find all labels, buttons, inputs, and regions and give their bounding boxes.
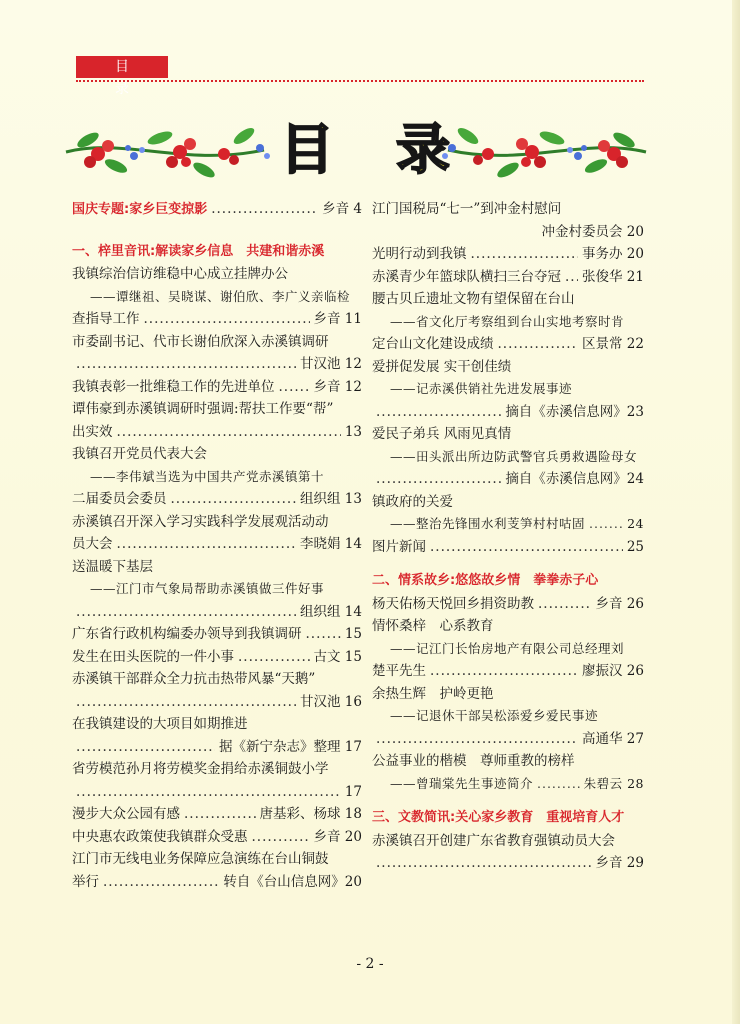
toc-entry-title: 镇政府的关爱 [372, 493, 453, 510]
toc-entry-subtitle: ——省文化厅考察组到台山实地考察时肯 [390, 313, 625, 329]
toc-entry-row [72, 691, 362, 714]
page-title [280, 118, 450, 182]
toc-entry-row [372, 593, 644, 616]
toc-entry-title: 在我镇建设的大项目如期推进 [72, 716, 248, 732]
toc-section-heading: 三、文教简讯:关心家乡教育 重视培育人才 [372, 810, 625, 825]
toc-entry-row [372, 536, 644, 559]
toc-entry-row [72, 781, 362, 804]
toc-entry-title: 赤溪镇干部群众全力抗击热带风暴“天鹅” [72, 671, 316, 687]
toc-entry-row [72, 826, 362, 849]
toc-entry-row [372, 513, 644, 536]
entry-page: 乡音 4 [322, 201, 362, 217]
dot-leader [103, 871, 219, 894]
toc-entry-row [72, 488, 362, 511]
toc-left-column [72, 198, 362, 893]
entry-text: 杨天佑杨天悦回乡捐资助教 [372, 595, 534, 612]
toc-entry-title: 市委副书记、代市长谢伯欣深入赤溪镇调研 [72, 333, 329, 350]
entry-page: 15 [344, 626, 362, 642]
dot-leader [376, 728, 578, 751]
toc-entry-title: 江门市无线电业务保障应急演练在台山铜鼓 [72, 851, 329, 867]
toc-entry-title: 爱拼促发展 实干创佳绩 [372, 358, 512, 375]
entry-page: 组织组 13 [300, 491, 362, 507]
entry-page: 组织组 14 [300, 603, 362, 620]
toc-entry-subtitle: ——田头派出所边防武警官兵勇救遇险母女 [390, 448, 638, 464]
toc-section-heading: 二、情系故乡:悠悠故乡情 拳拳赤子心 [372, 573, 599, 588]
entry-text: 中央惠农政策使我镇群众受惠 [72, 828, 248, 845]
toc-entry-title: 谭伟豪到赤溪镇调研时强调:帮扶工作要“帮” [72, 401, 334, 417]
page-number: - 2 - [356, 956, 384, 972]
toc-entry-row [372, 221, 644, 244]
toc-entry-title: 公益事业的楷模 尊师重教的榜样 [372, 753, 575, 769]
toc-entry-subtitle: ——谭继祖、吴晓谋、谢伯欣、李广义亲临检 [90, 288, 351, 304]
dot-leader [430, 536, 623, 559]
header-dotted-rule [76, 80, 644, 82]
entry-text: 员大会 [72, 536, 113, 552]
dot-leader [538, 593, 592, 616]
section-label-tab: 目 录 [76, 56, 168, 78]
section-gap [72, 221, 362, 229]
entry-page: 乡音 29 [595, 855, 644, 871]
dot-leader [171, 488, 297, 511]
title-char: 目 [280, 118, 334, 181]
toc-entry-title: 腰古贝丘遗址文物有望保留在台山 [372, 291, 575, 307]
toc-entry-title: 余热生辉 护岭更艳 [372, 685, 494, 702]
entry-text: 赤溪青少年篮球队横扫三台夺冠 [372, 268, 561, 285]
toc-entry-title: 我镇召开党员代表大会 [72, 446, 207, 462]
toc-entry-row [372, 401, 644, 424]
entry-text: 出实效 [72, 423, 113, 440]
toc-entry-subtitle: ——江门市气象局帮助赤溪镇做三件好事 [90, 581, 325, 596]
toc-entry-row [72, 803, 362, 826]
toc-entry-row [72, 376, 362, 399]
entry-text: ——曾瑞棠先生事迹简介 [390, 775, 534, 791]
entry-page: 区景常 22 [582, 336, 644, 352]
toc-entry-row [372, 728, 644, 751]
entry-page: 乡音 20 [313, 828, 362, 845]
entry-page: 13 [344, 423, 362, 440]
entry-page: 冲金村委员会 20 [541, 223, 644, 240]
toc-entry-title: 我镇综治信访维稳中心成立挂牌办公 [72, 266, 288, 282]
dot-leader [76, 736, 215, 759]
dot-leader [430, 660, 578, 683]
toc-entry-row [72, 601, 362, 624]
toc-entry-title: 爱民子弟兵 风雨见真情 [372, 426, 512, 442]
toc-entry-row [372, 852, 644, 875]
entry-page: 25 [626, 538, 644, 555]
toc-entry-special [72, 198, 362, 221]
entry-text: 举行 [72, 873, 99, 890]
toc-entry-row [72, 646, 362, 669]
entry-text: 楚平先生 [372, 663, 426, 679]
entry-page: 甘汉池 16 [300, 693, 362, 710]
page-edge-shadow [732, 0, 740, 1024]
section-gap [72, 229, 362, 241]
toc-entry-row [72, 533, 362, 556]
dot-leader [76, 691, 296, 714]
dot-leader [589, 513, 623, 536]
toc-entry-row [372, 468, 644, 491]
dot-leader [279, 376, 310, 399]
entry-page: 17 [344, 783, 362, 800]
toc-entry-row [72, 421, 362, 444]
dot-leader [565, 266, 578, 289]
toc-entry-title: 赤溪镇召开创建广东省教育强镇动员大会 [372, 832, 615, 849]
entry-page: 高通华 27 [582, 730, 644, 747]
toc-entry-title: 省劳模范孙月将劳模奖金捐给赤溪铜鼓小学 [72, 761, 329, 777]
entry-page: 乡音 12 [313, 378, 362, 395]
entry-text: 漫步大众公园有感 [72, 806, 180, 822]
dot-leader [238, 646, 310, 669]
entry-page: 事务办 20 [582, 246, 644, 262]
toc-section-heading: 一、梓里音讯:解读家乡信息 共建和谐赤溪 [72, 243, 325, 259]
entry-text: 广东省行政机构编委办领导到我镇调研 [72, 626, 302, 642]
toc-entry-title: 赤溪镇召开深入学习实践科学发展观活动动 [72, 513, 329, 530]
toc-entry-row [72, 871, 362, 894]
toc-entry-subtitle: ——记江门长怡房地产有限公司总经理刘 [390, 640, 625, 656]
entry-text: 我镇表彰一批维稳工作的先进单位 [72, 378, 275, 395]
toc-entry-row [372, 660, 644, 683]
dot-leader [211, 198, 318, 221]
toc-entry-row [372, 266, 644, 289]
entry-text: 图片新闻 [372, 538, 426, 555]
entry-text: 定台山文化建设成绩 [372, 336, 494, 352]
entry-page: 张俊华 21 [582, 268, 644, 285]
dot-leader [117, 533, 297, 556]
dot-leader [144, 308, 310, 331]
toc-entry-title: 江门国税局“七一”到冲金村慰问 [372, 201, 562, 217]
entry-text: 光明行动到我镇 [372, 246, 467, 262]
toc-entry-row [72, 353, 362, 376]
right-berry-branch [442, 125, 646, 180]
entry-text: 二届委员会委员 [72, 491, 167, 507]
toc-entry-title: 送温暖下基层 [72, 558, 153, 575]
entry-page: 乡音 26 [595, 595, 644, 612]
entry-page: 唐基彩、杨球 18 [259, 806, 362, 822]
dot-leader [537, 773, 580, 796]
entry-page: 转自《台山信息网》20 [223, 873, 362, 890]
toc-entry-row [372, 333, 644, 356]
toc-entry-row [372, 773, 644, 796]
entry-page: 甘汉池 12 [300, 356, 362, 372]
entry-page: 李晓娟 14 [300, 536, 362, 552]
dot-leader [498, 333, 579, 356]
dot-leader [117, 421, 341, 444]
dot-leader [471, 243, 579, 266]
dot-leader [306, 623, 341, 646]
toc-entry-row [72, 308, 362, 331]
entry-text: 查指导工作 [72, 311, 140, 327]
entry-page: 乡音 11 [313, 311, 362, 327]
toc-entry-row [72, 623, 362, 646]
dot-leader [184, 803, 256, 826]
entry-text: 发生在田头医院的一件小事 [72, 648, 234, 665]
section-gap [372, 558, 644, 570]
entry-page: 据《新宁杂志》整理 17 [219, 738, 362, 755]
dot-leader [76, 601, 296, 624]
special-topic-title: 国庆专题:家乡巨变掠影 [72, 202, 208, 217]
section-gap [372, 795, 644, 807]
toc-right-column [372, 198, 644, 875]
toc-entry-subtitle: ——李伟斌当选为中国共产党赤溪镇第十 [90, 468, 325, 484]
title-char: 录 [396, 118, 450, 181]
toc-entry-row [372, 243, 644, 266]
toc-entry-subtitle: ——记退休干部吴松添爱乡爱民事迹 [390, 708, 599, 723]
entry-page: 廖振汉 26 [582, 663, 644, 679]
dot-leader [252, 826, 310, 849]
entry-page: 朱碧云 28 [583, 775, 644, 791]
toc-entry-title: 情怀桑梓 心系教育 [372, 618, 494, 634]
entry-page: 摘自《赤溪信息网》23 [505, 403, 644, 420]
dot-leader [76, 781, 341, 804]
entry-text: ——整治先锋围水利芰笋村村咕固 [390, 516, 586, 531]
dot-leader [376, 852, 592, 875]
toc-entry-row [72, 736, 362, 759]
toc-entry-subtitle: ——记赤溪供销社先进发展事迹 [390, 381, 573, 396]
dot-leader [76, 353, 296, 376]
dot-leader [376, 468, 501, 491]
entry-page: 古文 15 [313, 648, 362, 665]
entry-page: 摘自《赤溪信息网》24 [505, 471, 644, 487]
dot-leader [376, 401, 501, 424]
left-berry-branch [66, 125, 270, 180]
entry-page: 24 [627, 516, 644, 531]
